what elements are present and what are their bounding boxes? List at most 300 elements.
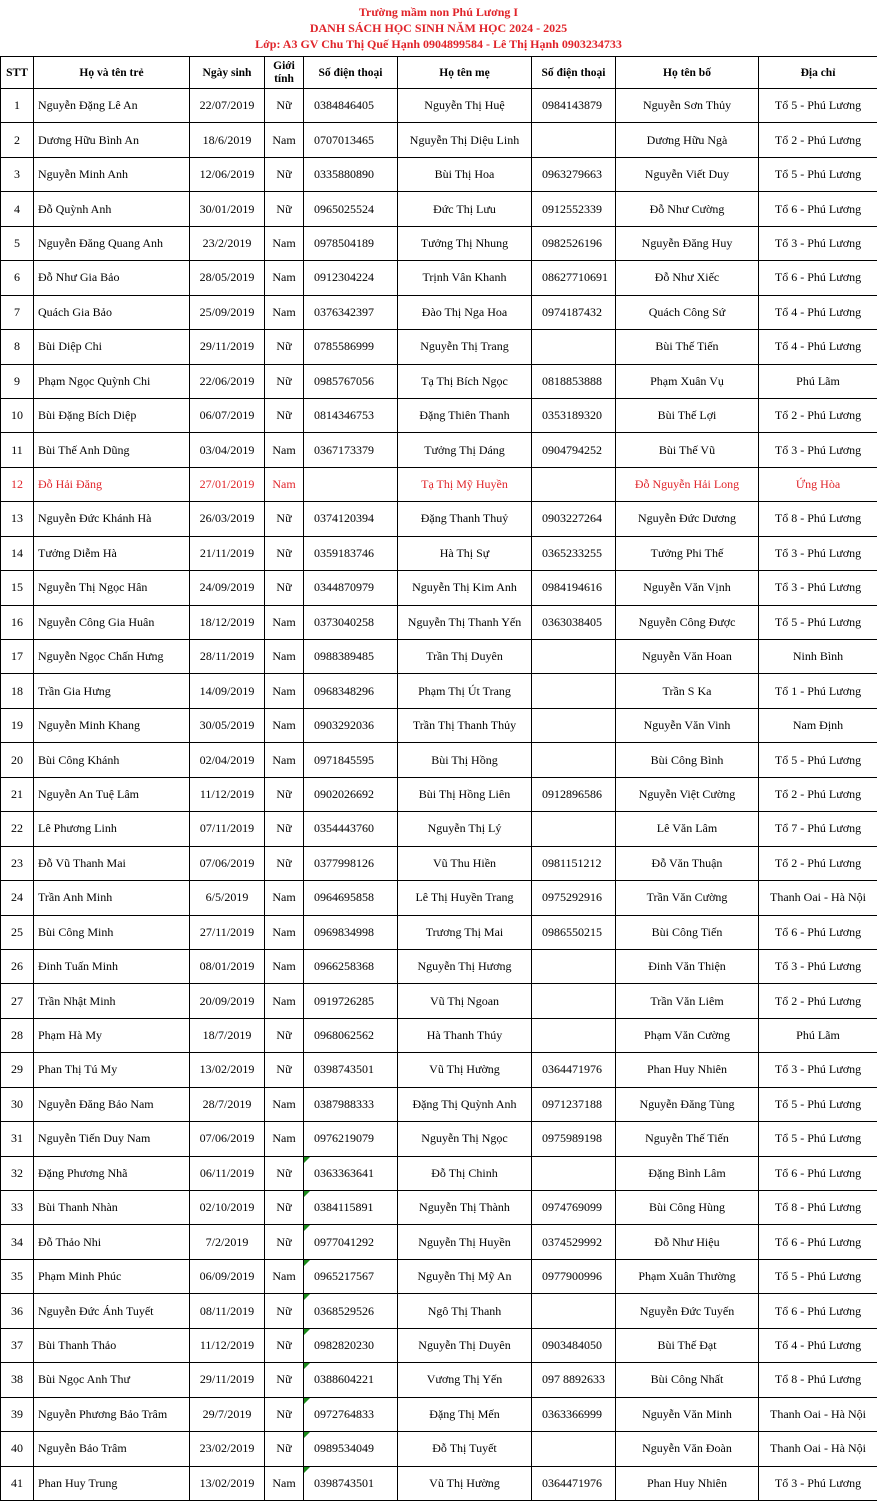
cell-child-name: Phạm Minh Phúc <box>34 1259 190 1293</box>
cell-mother-name: Nguyễn Thị Thanh Yến <box>398 605 532 639</box>
cell-address: Thanh Oai - Hà Nội <box>759 1432 877 1466</box>
cell-phone: 0387988333 <box>304 1087 398 1121</box>
cell-mother-name: Trần Thị Duyên <box>398 640 532 674</box>
table-row <box>1 984 877 1018</box>
cell-stt: 25 <box>1 915 34 949</box>
cell-stt: 36 <box>1 1294 34 1328</box>
cell-mother-name: Lê Thị Huyền Trang <box>398 881 532 915</box>
cell-birthdate: 27/01/2019 <box>190 467 265 501</box>
cell-address: Tổ 1 - Phú Lương <box>759 674 877 708</box>
student-table <box>0 56 877 1501</box>
cell-mother-name: Nguyễn Thị Huyền <box>398 1225 532 1259</box>
cell-gender: Nữ <box>265 1432 304 1466</box>
cell-birthdate: 28/11/2019 <box>190 640 265 674</box>
cell-father-name: Bùi Công Tiến <box>616 915 759 949</box>
cell-address: Tổ 3 - Phú Lương <box>759 226 877 260</box>
cell-birthdate: 07/06/2019 <box>190 846 265 880</box>
table-row <box>1 1122 877 1156</box>
cell-stt: 11 <box>1 433 34 467</box>
cell-birthdate: 6/5/2019 <box>190 881 265 915</box>
cell-mother-name: Nguyễn Thị Trang <box>398 330 532 364</box>
cell-mother-name: Đỗ Thị Tuyết <box>398 1432 532 1466</box>
cell-father-name: Nguyễn Thế Tiến <box>616 1122 759 1156</box>
cell-child-name: Trần Gia Hưng <box>34 674 190 708</box>
cell-mother-phone: 0903484050 <box>532 1328 616 1362</box>
table-header-row <box>1 57 877 89</box>
cell-mother-phone: 0903227264 <box>532 502 616 536</box>
cell-mother-phone: 0364471976 <box>532 1466 616 1500</box>
cell-mother-phone <box>532 949 616 983</box>
cell-phone: 0977041292 <box>304 1225 398 1259</box>
cell-birthdate: 22/06/2019 <box>190 364 265 398</box>
cell-address: Tổ 2 - Phú Lương <box>759 398 877 432</box>
table-row <box>1 812 877 846</box>
cell-stt: 26 <box>1 949 34 983</box>
cell-gender: Nam <box>265 123 304 157</box>
cell-stt: 20 <box>1 743 34 777</box>
cell-birthdate: 26/03/2019 <box>190 502 265 536</box>
cell-mother-name: Tưởng Thị Nhung <box>398 226 532 260</box>
cell-child-name: Phạm Ngọc Quỳnh Chi <box>34 364 190 398</box>
cell-phone: 0373040258 <box>304 605 398 639</box>
cell-phone: 0982820230 <box>304 1328 398 1362</box>
cell-mother-name: Nguyễn Thị Huệ <box>398 89 532 123</box>
cell-gender: Nam <box>265 433 304 467</box>
cell-mother-name: Phạm Thị Út Trang <box>398 674 532 708</box>
cell-child-name: Đỗ Vũ Thanh Mai <box>34 846 190 880</box>
cell-phone: 0359183746 <box>304 536 398 570</box>
cell-father-name: Bùi Thế Đạt <box>616 1328 759 1362</box>
cell-phone: 0384846405 <box>304 89 398 123</box>
cell-mother-phone: 0364471976 <box>532 1053 616 1087</box>
cell-phone: 0374120394 <box>304 502 398 536</box>
cell-father-name: Phạm Xuân Vụ <box>616 364 759 398</box>
cell-birthdate: 27/11/2019 <box>190 915 265 949</box>
cell-child-name: Đỗ Quỳnh Anh <box>34 192 190 226</box>
cell-mother-name: Bùi Thị Hồng Liên <box>398 777 532 811</box>
cell-address: Tổ 3 - Phú Lương <box>759 1053 877 1087</box>
cell-stt: 4 <box>1 192 34 226</box>
table-row <box>1 571 877 605</box>
cell-birthdate: 29/11/2019 <box>190 330 265 364</box>
cell-gender: Nữ <box>265 1225 304 1259</box>
cell-gender: Nam <box>265 984 304 1018</box>
cell-phone: 0968348296 <box>304 674 398 708</box>
cell-phone: 0335880890 <box>304 157 398 191</box>
table-row <box>1 881 877 915</box>
cell-stt: 16 <box>1 605 34 639</box>
table-row <box>1 1294 877 1328</box>
cell-stt: 10 <box>1 398 34 432</box>
cell-phone: 0912304224 <box>304 261 398 295</box>
cell-mother-name: Nguyễn Thị Duyên <box>398 1328 532 1362</box>
cell-address: Tổ 6 - Phú Lương <box>759 915 877 949</box>
cell-stt: 2 <box>1 123 34 157</box>
cell-child-name: Bùi Đặng Bích Diệp <box>34 398 190 432</box>
cell-phone: 0367173379 <box>304 433 398 467</box>
table-row <box>1 1018 877 1052</box>
cell-mother-phone: 0904794252 <box>532 433 616 467</box>
cell-phone: 0388604221 <box>304 1363 398 1397</box>
col-header-birthdate: Ngày sinh <box>190 57 265 89</box>
cell-father-name: Nguyễn Viết Duy <box>616 157 759 191</box>
cell-gender: Nữ <box>265 89 304 123</box>
cell-phone: 0377998126 <box>304 846 398 880</box>
cell-father-name: Nguyễn Đức Dương <box>616 502 759 536</box>
cell-birthdate: 25/09/2019 <box>190 295 265 329</box>
cell-gender: Nam <box>265 226 304 260</box>
cell-birthdate: 08/11/2019 <box>190 1294 265 1328</box>
cell-birthdate: 24/09/2019 <box>190 571 265 605</box>
cell-stt: 32 <box>1 1156 34 1190</box>
cell-stt: 7 <box>1 295 34 329</box>
cell-gender: Nữ <box>265 812 304 846</box>
cell-address: Tổ 3 - Phú Lương <box>759 1466 877 1500</box>
cell-address: Tổ 3 - Phú Lương <box>759 433 877 467</box>
cell-birthdate: 08/01/2019 <box>190 949 265 983</box>
cell-address: Tổ 2 - Phú Lương <box>759 777 877 811</box>
cell-gender: Nam <box>265 295 304 329</box>
cell-child-name: Dương Hữu Bình An <box>34 123 190 157</box>
cell-birthdate: 23/2/2019 <box>190 226 265 260</box>
cell-gender: Nữ <box>265 192 304 226</box>
cell-father-name: Đỗ Như Hiệu <box>616 1225 759 1259</box>
cell-child-name: Nguyễn Minh Khang <box>34 708 190 742</box>
cell-address: Nam Định <box>759 708 877 742</box>
cell-child-name: Nguyễn Phương Bảo Trâm <box>34 1397 190 1431</box>
cell-father-name: Bùi Thế Tiến <box>616 330 759 364</box>
cell-mother-phone <box>532 708 616 742</box>
cell-address: Tổ 8 - Phú Lương <box>759 1363 877 1397</box>
table-row <box>1 1363 877 1397</box>
cell-mother-name: Đặng Thiên Thanh <box>398 398 532 432</box>
cell-stt: 30 <box>1 1087 34 1121</box>
cell-stt: 17 <box>1 640 34 674</box>
cell-gender: Nữ <box>265 157 304 191</box>
cell-birthdate: 30/01/2019 <box>190 192 265 226</box>
cell-address: Tổ 5 - Phú Lương <box>759 1259 877 1293</box>
table-row <box>1 1087 877 1121</box>
cell-birthdate: 23/02/2019 <box>190 1432 265 1466</box>
cell-birthdate: 20/09/2019 <box>190 984 265 1018</box>
cell-stt: 34 <box>1 1225 34 1259</box>
cell-child-name: Trần Nhật Minh <box>34 984 190 1018</box>
cell-mother-phone: 0984194616 <box>532 571 616 605</box>
cell-father-name: Nguyễn Công Được <box>616 605 759 639</box>
cell-phone: 0354443760 <box>304 812 398 846</box>
cell-address: Tổ 5 - Phú Lương <box>759 1122 877 1156</box>
cell-gender: Nữ <box>265 536 304 570</box>
document-header <box>0 0 877 56</box>
cell-address: Tổ 3 - Phú Lương <box>759 571 877 605</box>
cell-mother-name: Đào Thị Nga Hoa <box>398 295 532 329</box>
table-row <box>1 1397 877 1431</box>
cell-stt: 9 <box>1 364 34 398</box>
cell-father-name: Phan Huy Nhiên <box>616 1466 759 1500</box>
table-row <box>1 536 877 570</box>
cell-mother-phone: 0981151212 <box>532 846 616 880</box>
cell-child-name: Tưởng Diễm Hà <box>34 536 190 570</box>
cell-gender: Nam <box>265 261 304 295</box>
cell-mother-name: Bùi Thị Hoa <box>398 157 532 191</box>
cell-child-name: Nguyễn Đăng Bảo Nam <box>34 1087 190 1121</box>
cell-father-name: Nguyễn Đăng Huy <box>616 226 759 260</box>
cell-stt: 12 <box>1 467 34 501</box>
cell-phone: 0964695858 <box>304 881 398 915</box>
table-row <box>1 261 877 295</box>
cell-mother-phone: 0977900996 <box>532 1259 616 1293</box>
cell-address: Thanh Oai - Hà Nội <box>759 881 877 915</box>
cell-address: Tổ 5 - Phú Lương <box>759 743 877 777</box>
cell-birthdate: 18/7/2019 <box>190 1018 265 1052</box>
cell-phone: 0384115891 <box>304 1191 398 1225</box>
cell-father-name: Đỗ Nguyễn Hải Long <box>616 467 759 501</box>
cell-stt: 31 <box>1 1122 34 1156</box>
cell-address: Tổ 8 - Phú Lương <box>759 1191 877 1225</box>
cell-address: Tổ 6 - Phú Lương <box>759 1225 877 1259</box>
cell-address: Tổ 6 - Phú Lương <box>759 261 877 295</box>
cell-stt: 22 <box>1 812 34 846</box>
cell-gender: Nữ <box>265 1053 304 1087</box>
cell-stt: 40 <box>1 1432 34 1466</box>
cell-father-name: Nguyễn Đăng Tùng <box>616 1087 759 1121</box>
cell-mother-phone <box>532 674 616 708</box>
cell-birthdate: 14/09/2019 <box>190 674 265 708</box>
cell-birthdate: 13/02/2019 <box>190 1466 265 1500</box>
cell-birthdate: 07/11/2019 <box>190 812 265 846</box>
cell-mother-phone <box>532 1294 616 1328</box>
cell-father-name: Lê Văn Lâm <box>616 812 759 846</box>
table-row <box>1 1259 877 1293</box>
cell-phone: 0785586999 <box>304 330 398 364</box>
cell-address: Tổ 5 - Phú Lương <box>759 1087 877 1121</box>
cell-address: Phú Lãm <box>759 1018 877 1052</box>
cell-address: Tổ 5 - Phú Lương <box>759 605 877 639</box>
cell-address: Tổ 4 - Phú Lương <box>759 295 877 329</box>
cell-father-name: Trần Văn Liêm <box>616 984 759 1018</box>
cell-mother-phone: 0986550215 <box>532 915 616 949</box>
cell-mother-phone: 0374529992 <box>532 1225 616 1259</box>
cell-phone: 0989534049 <box>304 1432 398 1466</box>
cell-birthdate: 30/05/2019 <box>190 708 265 742</box>
cell-address: Ứng Hòa <box>759 467 877 501</box>
cell-mother-phone: 0963279663 <box>532 157 616 191</box>
cell-gender: Nữ <box>265 1363 304 1397</box>
table-row <box>1 89 877 123</box>
table-row <box>1 1053 877 1087</box>
table-row <box>1 743 877 777</box>
cell-mother-phone: 0353189320 <box>532 398 616 432</box>
cell-phone: 0978504189 <box>304 226 398 260</box>
cell-mother-phone: 0971237188 <box>532 1087 616 1121</box>
cell-mother-phone: 0975989198 <box>532 1122 616 1156</box>
cell-birthdate: 28/7/2019 <box>190 1087 265 1121</box>
cell-child-name: Nguyễn Đức Khánh Hà <box>34 502 190 536</box>
cell-child-name: Bùi Công Khánh <box>34 743 190 777</box>
cell-father-name: Phạm Văn Cường <box>616 1018 759 1052</box>
cell-mother-phone: 0912896586 <box>532 777 616 811</box>
cell-child-name: Nguyễn Đức Ánh Tuyết <box>34 1294 190 1328</box>
cell-stt: 6 <box>1 261 34 295</box>
cell-stt: 15 <box>1 571 34 605</box>
cell-mother-phone: 0912552339 <box>532 192 616 226</box>
cell-mother-phone: 0982526196 <box>532 226 616 260</box>
cell-mother-name: Bùi Thị Hồng <box>398 743 532 777</box>
cell-mother-name: Vũ Thị Hường <box>398 1053 532 1087</box>
cell-mother-name: Đặng Thị Mến <box>398 1397 532 1431</box>
cell-birthdate: 22/07/2019 <box>190 89 265 123</box>
cell-child-name: Bùi Diệp Chi <box>34 330 190 364</box>
cell-gender: Nữ <box>265 1294 304 1328</box>
cell-mother-name: Tạ Thị Bích Ngọc <box>398 364 532 398</box>
cell-gender: Nam <box>265 1122 304 1156</box>
cell-mother-name: Vương Thị Yến <box>398 1363 532 1397</box>
cell-father-name: Đỗ Như Xiếc <box>616 261 759 295</box>
cell-birthdate: 03/04/2019 <box>190 433 265 467</box>
cell-child-name: Nguyễn Đăng Quang Anh <box>34 226 190 260</box>
cell-address: Thanh Oai - Hà Nội <box>759 1397 877 1431</box>
cell-gender: Nữ <box>265 398 304 432</box>
cell-birthdate: 18/12/2019 <box>190 605 265 639</box>
cell-birthdate: 02/04/2019 <box>190 743 265 777</box>
cell-child-name: Nguyễn Bảo Trâm <box>34 1432 190 1466</box>
cell-stt: 39 <box>1 1397 34 1431</box>
cell-birthdate: 12/06/2019 <box>190 157 265 191</box>
cell-child-name: Bùi Thanh Thảo <box>34 1328 190 1362</box>
cell-stt: 8 <box>1 330 34 364</box>
cell-phone: 0363363641 <box>304 1156 398 1190</box>
cell-phone: 0814346753 <box>304 398 398 432</box>
cell-stt: 24 <box>1 881 34 915</box>
col-header-phone: Số điện thoại <box>304 57 398 89</box>
col-header-child-name: Họ và tên trẻ <box>34 57 190 89</box>
cell-mother-phone: 0984143879 <box>532 89 616 123</box>
cell-phone <box>304 467 398 501</box>
cell-phone: 0976219079 <box>304 1122 398 1156</box>
cell-mother-name: Vũ Thị Ngoan <box>398 984 532 1018</box>
cell-address: Tổ 4 - Phú Lương <box>759 1328 877 1362</box>
table-row <box>1 398 877 432</box>
cell-address: Tổ 3 - Phú Lương <box>759 536 877 570</box>
table-row <box>1 1156 877 1190</box>
cell-phone: 0968062562 <box>304 1018 398 1052</box>
cell-child-name: Trần Anh Minh <box>34 881 190 915</box>
cell-address: Tổ 6 - Phú Lương <box>759 1156 877 1190</box>
cell-child-name: Nguyễn Tiến Duy Nam <box>34 1122 190 1156</box>
cell-gender: Nữ <box>265 1191 304 1225</box>
cell-gender: Nam <box>265 467 304 501</box>
cell-phone: 0368529526 <box>304 1294 398 1328</box>
cell-address: Tổ 2 - Phú Lương <box>759 123 877 157</box>
cell-gender: Nam <box>265 708 304 742</box>
cell-stt: 13 <box>1 502 34 536</box>
cell-father-name: Đỗ Văn Thuận <box>616 846 759 880</box>
cell-stt: 37 <box>1 1328 34 1362</box>
cell-address: Tổ 6 - Phú Lương <box>759 192 877 226</box>
cell-father-name: Nguyễn Văn Minh <box>616 1397 759 1431</box>
cell-phone: 0969834998 <box>304 915 398 949</box>
cell-mother-name: Đức Thị Lưu <box>398 192 532 226</box>
table-row <box>1 295 877 329</box>
cell-mother-name: Tưởng Thị Dáng <box>398 433 532 467</box>
cell-gender: Nam <box>265 640 304 674</box>
cell-child-name: Đỗ Như Gia Bảo <box>34 261 190 295</box>
cell-gender: Nữ <box>265 571 304 605</box>
cell-child-name: Lê Phương Linh <box>34 812 190 846</box>
cell-stt: 19 <box>1 708 34 742</box>
cell-mother-phone: 0363366999 <box>532 1397 616 1431</box>
cell-mother-name: Nguyễn Thị Kim Anh <box>398 571 532 605</box>
table-row <box>1 605 877 639</box>
cell-child-name: Đặng Phương Nhã <box>34 1156 190 1190</box>
cell-mother-phone <box>532 1432 616 1466</box>
cell-mother-phone <box>532 812 616 846</box>
cell-stt: 38 <box>1 1363 34 1397</box>
cell-father-name: Nguyễn Văn Hoan <box>616 640 759 674</box>
cell-mother-name: Trịnh Vân Khanh <box>398 261 532 295</box>
cell-father-name: Bùi Thế Lợi <box>616 398 759 432</box>
cell-mother-name: Nguyễn Thị Mỹ An <box>398 1259 532 1293</box>
col-header-father-name: Họ tên bố <box>616 57 759 89</box>
cell-mother-name: Đặng Thanh Thuỷ <box>398 502 532 536</box>
cell-father-name: Bùi Công Bình <box>616 743 759 777</box>
table-row <box>1 226 877 260</box>
cell-child-name: Nguyễn An Tuệ Lâm <box>34 777 190 811</box>
cell-gender: Nữ <box>265 330 304 364</box>
cell-mother-name: Đặng Thị Quỳnh Anh <box>398 1087 532 1121</box>
cell-mother-phone <box>532 330 616 364</box>
cell-father-name: Nguyễn Đức Tuyến <box>616 1294 759 1328</box>
cell-mother-name: Nguyễn Thị Ngọc <box>398 1122 532 1156</box>
cell-mother-name: Vũ Thị Hường <box>398 1466 532 1500</box>
cell-mother-name: Trương Thị Mai <box>398 915 532 949</box>
cell-birthdate: 11/12/2019 <box>190 777 265 811</box>
cell-phone: 0988389485 <box>304 640 398 674</box>
table-row <box>1 949 877 983</box>
cell-gender: Nữ <box>265 1328 304 1362</box>
cell-gender: Nam <box>265 949 304 983</box>
col-header-stt: STT <box>1 57 34 89</box>
document-title: DANH SÁCH HỌC SINH NĂM HỌC 2024 - 2025 <box>0 20 877 36</box>
cell-child-name: Nguyễn Thị Ngọc Hân <box>34 571 190 605</box>
cell-mother-phone: 097 8892633 <box>532 1363 616 1397</box>
cell-mother-phone <box>532 123 616 157</box>
table-row <box>1 1328 877 1362</box>
cell-mother-phone <box>532 1018 616 1052</box>
cell-child-name: Nguyễn Đặng Lê An <box>34 89 190 123</box>
cell-gender: Nam <box>265 915 304 949</box>
cell-stt: 14 <box>1 536 34 570</box>
cell-mother-phone <box>532 984 616 1018</box>
cell-address: Tổ 3 - Phú Lương <box>759 949 877 983</box>
cell-mother-name: Nguyễn Thị Thành <box>398 1191 532 1225</box>
table-row <box>1 1225 877 1259</box>
cell-father-name: Nguyễn Việt Cường <box>616 777 759 811</box>
table-row <box>1 1432 877 1466</box>
cell-phone: 0965217567 <box>304 1259 398 1293</box>
cell-stt: 3 <box>1 157 34 191</box>
cell-stt: 21 <box>1 777 34 811</box>
cell-phone: 0903292036 <box>304 708 398 742</box>
table-row <box>1 192 877 226</box>
cell-child-name: Đỗ Hải Đăng <box>34 467 190 501</box>
cell-mother-phone: 0974769099 <box>532 1191 616 1225</box>
table-row <box>1 364 877 398</box>
cell-gender: Nữ <box>265 1156 304 1190</box>
table-row <box>1 640 877 674</box>
cell-stt: 35 <box>1 1259 34 1293</box>
cell-mother-phone <box>532 640 616 674</box>
